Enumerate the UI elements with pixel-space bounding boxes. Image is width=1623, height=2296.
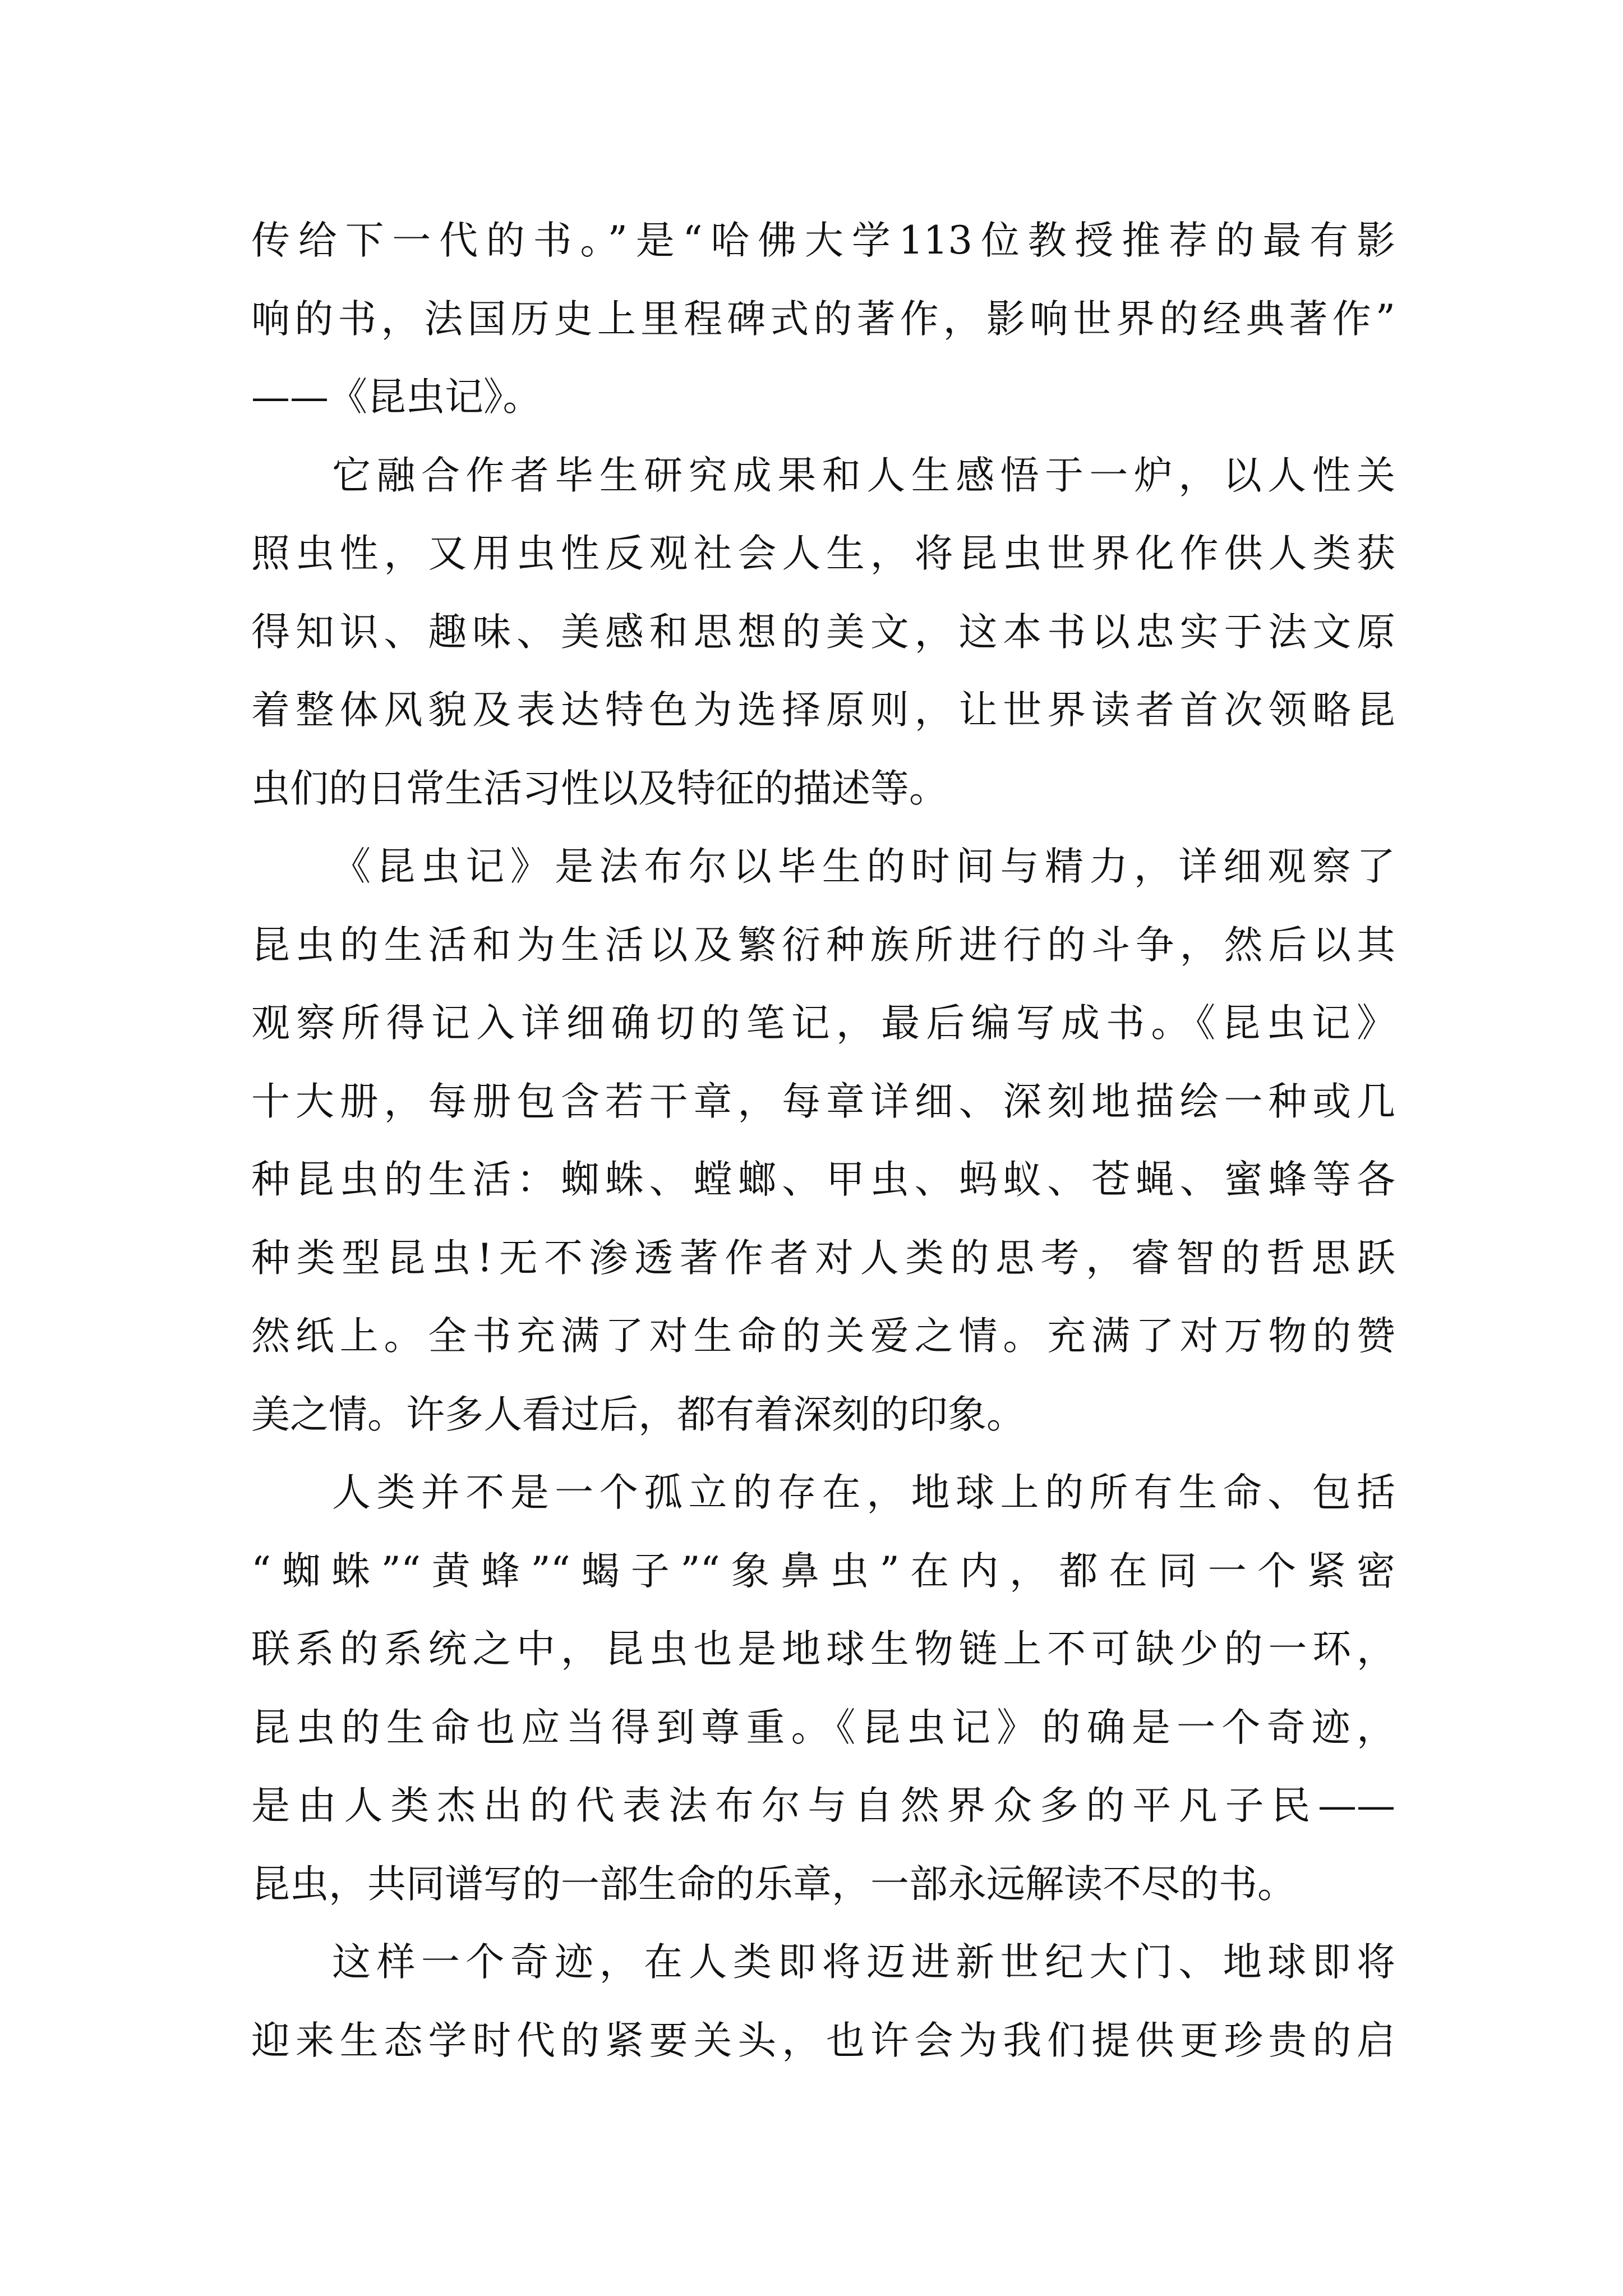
text-line: 照虫性，又用虫性反观社会人生，将昆虫世界化作供人类获 (251, 531, 1395, 576)
text-line: 它融合作者毕生研究成果和人生感悟于一炉，以人性关 (332, 453, 1395, 498)
text-line: 联系的系统之中，昆虫也是地球生物链上不可缺少的一环， (251, 1627, 1395, 1672)
text-line: 这样一个奇迹，在人类即将迈进新世纪大门、地球即将 (332, 1940, 1395, 1985)
text-line: 种类型昆虫!无不渗透著作者对人类的思考，睿智的哲思跃 (251, 1235, 1395, 1281)
text-line: 迎来生态学时代的紧要关头，也许会为我们提供更珍贵的启 (251, 2018, 1395, 2063)
text-line: 人类并不是一个孤立的存在，地球上的所有生命、包括 (332, 1470, 1395, 1515)
text-line: 得知识、趣味、美感和思想的美文，这本书以忠实于法文原 (251, 609, 1395, 655)
text-line: “蜘蛛”“黄蜂”“蝎子”“象鼻虫”在内，都在同一个紧密 (251, 1548, 1395, 1594)
text-line: 观察所得记入详细确切的笔记，最后编写成书。《昆虫记》 (251, 1001, 1395, 1046)
text-line: 十大册，每册包含若干章，每章详细、深刻地描绘一种或几 (251, 1079, 1395, 1124)
document-body (251, 202, 1395, 2080)
text-line: 虫们的日常生活习性以及特征的描述等。 (251, 766, 948, 811)
text-line: 种昆虫的生活：蜘蛛、螳螂、甲虫、蚂蚁、苍蝇、蜜蜂等各 (251, 1157, 1395, 1202)
text-line: 昆虫的生命也应当得到尊重。《昆虫记》的确是一个奇迹， (251, 1705, 1395, 1750)
text-line: ——《昆虫记》。 (251, 375, 542, 420)
text-line: 美之情。许多人看过后，都有着深刻的印象。 (251, 1392, 1025, 1437)
text-line: 着整体风貌及表达特色为选择原则，让世界读者首次领略昆 (251, 688, 1395, 733)
text-line: 是由人类杰出的代表法布尔与自然界众多的平凡子民—— (251, 1783, 1395, 1828)
text-line: 《昆虫记》是法布尔以毕生的时间与精力，详细观察了 (332, 844, 1395, 889)
text-line: 昆虫，共同谱写的一部生命的乐章，一部永远解读不尽的书。 (251, 1861, 1296, 1907)
text-line: 响的书，法国历史上里程碑式的著作，影响世界的经典著作” (251, 296, 1395, 342)
text-line: 传给下一代的书。”是“哈佛大学113位教授推荐的最有影 (251, 218, 1395, 263)
text-line: 昆虫的生活和为生活以及繁衍种族所进行的斗争，然后以其 (251, 922, 1395, 968)
text-line: 然纸上。全书充满了对生命的关爱之情。充满了对万物的赞 (251, 1314, 1395, 1359)
